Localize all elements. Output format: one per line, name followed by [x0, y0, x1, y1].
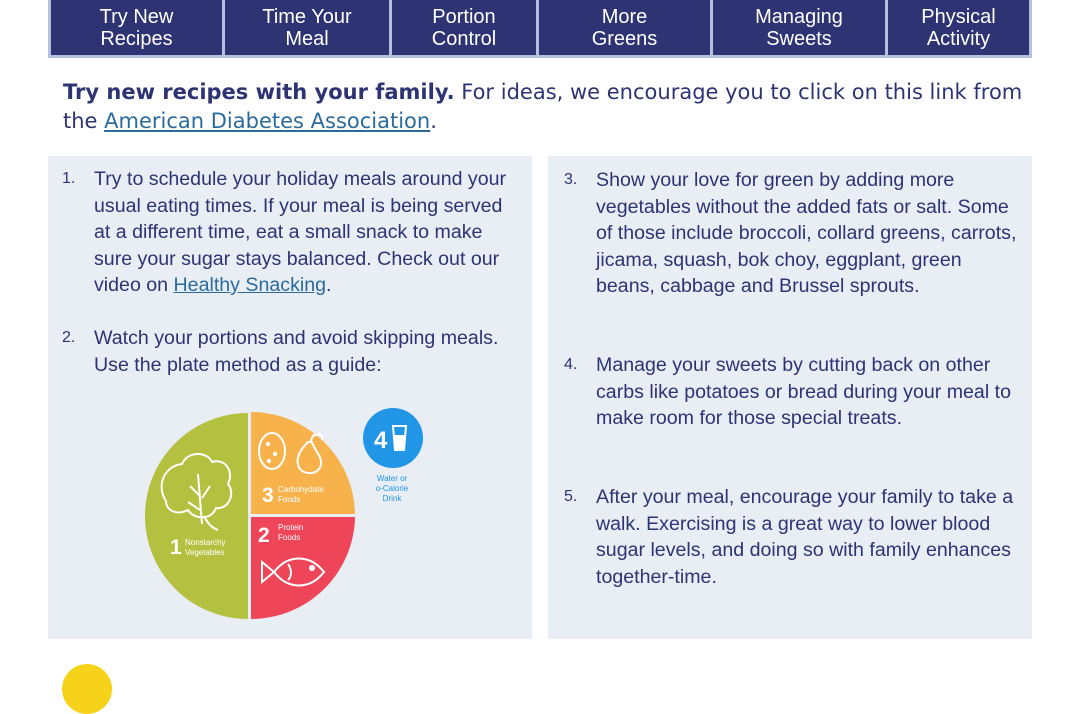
list-text: Show your love for green by adding more vegetables without the added fats or salt. Some of those include broccoli, collard greens, carrots, jicama, squash, bok choy, eggplant, green beans, cabbage and Brussel sprouts. [596, 169, 1017, 297]
water-label-1: Water or [376, 474, 408, 483]
nav-tabs [48, 0, 1032, 58]
tab-portion-control[interactable]: Portion Control [392, 0, 536, 55]
list-number: 5. [564, 488, 578, 505]
water-label-3: Drink [382, 494, 402, 503]
left-panel [48, 156, 532, 639]
veg-number: 1 [170, 536, 182, 559]
intro-paragraph [63, 78, 1023, 136]
list-text: After your meal, encourage your family to take a walk. Exercising is a great way to lower blood sugar levels, and doing so with family enhances together-time. [596, 486, 1014, 588]
ada-link[interactable]: American Diabetes Association [104, 109, 431, 133]
list-text: Manage your sweets by cutting back on other carbs like potatoes or bread during your meal to make room for those special treats. [596, 354, 1011, 429]
list-number: 3. [564, 171, 578, 188]
veg-label-1: Nonstarchy [185, 538, 226, 547]
plate-method-diagram [138, 406, 438, 621]
right-panel [548, 156, 1032, 639]
decorative-dot [62, 664, 112, 714]
item-1-text: Try to schedule your holiday meals around your usual eating times. If your meal is being served at a different time, eat a small snack to make sure your sugar stays balanced. Check out our video on [94, 168, 507, 296]
carb-number: 3 [262, 484, 274, 507]
tab-try-new-recipes[interactable]: Try New Recipes [51, 0, 222, 55]
intro-end: . [430, 109, 437, 133]
protein-label-1: Protein [278, 523, 304, 532]
healthy-snacking-link[interactable]: Healthy Snacking [173, 274, 327, 296]
protein-number: 2 [258, 524, 270, 547]
list-number: 1. [62, 170, 76, 187]
tab-physical-activity[interactable]: Physical Activity [888, 0, 1029, 55]
intro-text: For ideas, we encourage you to click on this link from the [63, 80, 1023, 133]
intro-heading: Try new recipes with your family. [63, 80, 455, 104]
carb-label-1: Carbohydate [278, 485, 324, 494]
item-1-end: . [326, 274, 332, 296]
list-number: 2. [62, 329, 76, 346]
list-text [94, 166, 514, 299]
list-number: 4. [564, 356, 578, 373]
veg-label-2: Vegetables [185, 548, 225, 557]
water-number: 4 [374, 427, 388, 454]
tab-managing-sweets[interactable]: Managing Sweets [713, 0, 885, 55]
water-label-2: o-Calorie [375, 484, 409, 493]
tab-time-your-meal[interactable]: Time Your Meal [225, 0, 389, 55]
list-text: Watch your portions and avoid skipping meals. Use the plate method as a guide: [94, 327, 499, 376]
tab-more-greens[interactable]: More Greens [539, 0, 710, 55]
protein-label-2: Foods [278, 533, 301, 542]
carb-label-2: Foods [278, 495, 301, 504]
